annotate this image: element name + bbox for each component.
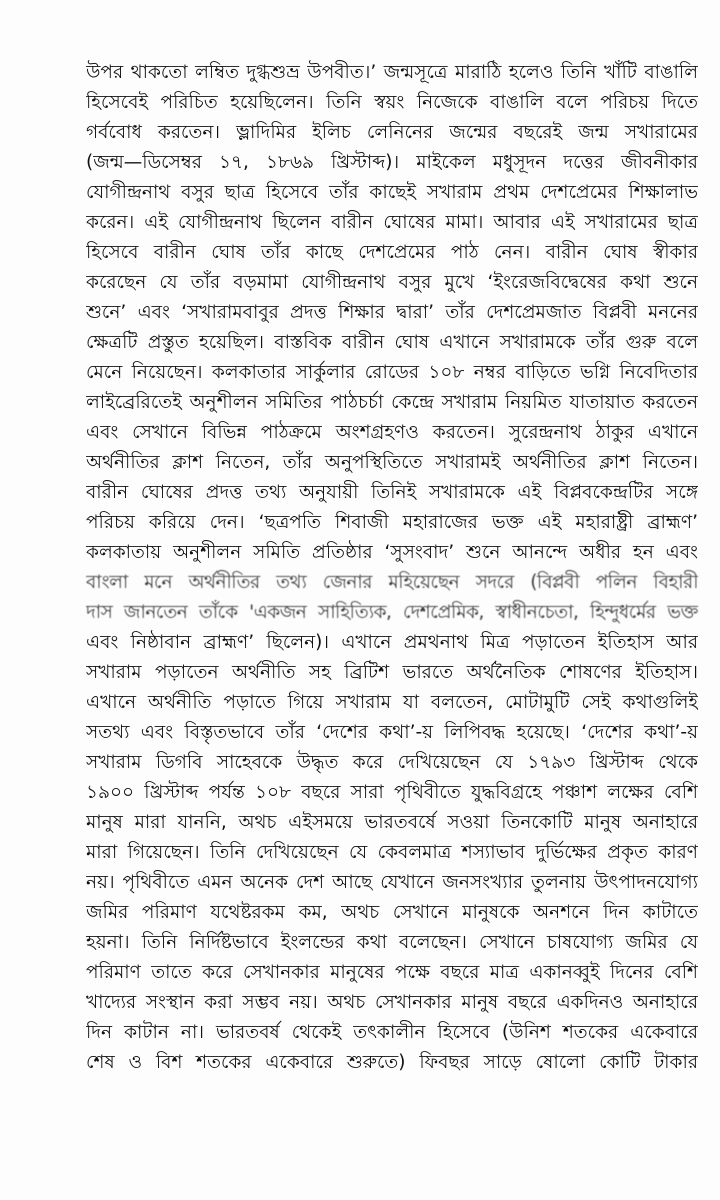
text-line: গর্ববোধ করতেন। ভ্লাদিমির ইলিচ লেনিনের জন্মের বছরেই জন্ম সখারামের (86, 122, 698, 143)
text-line: করেন। এই যোগীন্দ্রনাথ ছিলেন বারীন ঘোষের মামা। আবার এই সখারামের ছাত্র (86, 212, 698, 233)
text-line: শেষ ও বিশ শতকের একেবারে শুরুতে) ফিবছর সাড়ে ষোলো কোটি টাকার (86, 1052, 698, 1073)
text-line: এবং নিষ্ঠাবান ব্রাহ্মণ’ ছিলেন)। এখানে প্রমথনাথ মিত্র পড়াতেন ইতিহাস আর (86, 632, 698, 653)
text-line: যোগীন্দ্রনাথ বসুর ছাত্র হিসেবে তাঁর কাছেই সখারাম প্রথম দেশপ্রেমের শিক্ষালাভ (86, 182, 698, 203)
smudged-text-line: বাংলা মনে অর্থনীতির তথ্য জেনার মহিয়েছেন সদরে (বিপ্লবী পলিন বিহারী (86, 572, 698, 593)
text-line: ক্ষেত্রটি প্রস্তুত হয়েছিল। বাস্তবিক বারীন ঘোষ এখানে সখারামকে তাঁর গুরু বলে (86, 332, 698, 353)
text-line: ১৯০০ খ্রিস্টাব্দ পর্যন্ত ১০৮ বছরে সারা পৃথিবীতে যুদ্ধবিগ্রহে পঞ্চাশ লক্ষের বেশি (86, 782, 698, 803)
text-line: অর্থনীতির ক্লাশ নিতেন, তাঁর অনুপস্থিতিতে সখারামই অর্থনীতির ক্লাশ নিতেন। (86, 452, 698, 473)
text-line: কলকাতায় অনুশীলন সমিতি প্রতিষ্ঠার ‘সুসংবাদ’ শুনে আনন্দে অধীর হন এবং (86, 542, 698, 563)
text-line: উপর থাকতো লম্বিত দুগ্ধশুভ্র উপবীত।’ জন্মসূত্রে মারাঠি হলেও তিনি খাঁটি বাঙালি (86, 62, 698, 83)
text-line: করেছেন যে তাঁর বড়মামা যোগীন্দ্রনাথ বসুর মুখে ‘ইংরেজবিদ্বেষের কথা শুনে (86, 272, 698, 293)
text-line: জমির পরিমাণ যথেষ্টরকম কম, অথচ সেখানে মানুষকে অনশনে দিন কাটাতে (86, 902, 698, 923)
text-line: সখারাম পড়াতেন অর্থনীতি সহ ব্রিটিশ ভারতে অর্থনৈতিক শোষণের ইতিহাস। (86, 662, 698, 683)
text-line: খাদ্যের সংস্থান করা সম্ভব নয়। অথচ সেখানকার মানুষ বছরে একদিনও অনাহারে (86, 992, 698, 1013)
smudged-text-line: দাস জানতেন তাঁকে 'একজন সাহিত্যিক, দেশপ্রেমিক, স্বাধীনচেতা, হিন্দুধর্মের ভক্ত (86, 602, 698, 623)
text-line: এবং সেখানে বিভিন্ন পাঠক্রমে অংশগ্রহণও করতেন। সুরেন্দ্রনাথ ঠাকুর এখানে (86, 422, 698, 443)
text-line: শুনে’ এবং ‘সখারামবাবুর প্রদত্ত শিক্ষার দ্বারা’ তাঁর দেশপ্রেমজাত বিপ্লবী মননের (86, 302, 698, 323)
text-line: (জন্ম—ডিসেম্বর ১৭, ১৮৬৯ খ্রিস্টাব্দ)। মাইকেল মধুসূদন দত্তের জীবনীকার (86, 152, 698, 173)
text-line: দিন কাটান না। ভারতবর্ষ থেকেই তৎকালীন হিসেবে (উনিশ শতকের একেবারে (86, 1022, 698, 1043)
text-line: হিসেবেই পরিচিত হয়েছিলেন। তিনি স্বয়ং নিজেকে বাঙালি বলে পরিচয় দিতে (86, 92, 698, 113)
text-line: মানুষ মারা যাননি, অথচ এইসময়ে ভারতবর্ষে সওয়া তিনকোটি মানুষ অনাহারে (86, 812, 698, 833)
text-line: নয়। পৃথিবীতে এমন অনেক দেশ আছে যেখানে জনসংখ্যার তুলনায় উৎপাদনযোগ্য (86, 872, 698, 893)
text-line: সখারাম ডিগবি সাহেবকে উদ্ধৃত করে দেখিয়েছেন যে ১৭৯৩ খ্রিস্টাব্দ থেকে (86, 752, 698, 773)
text-line: পরিচয় করিয়ে দেন। ‘ছত্রপতি শিবাজী মহারাজের ভক্ত এই মহারাষ্ট্রী ব্রাহ্মণ’ (86, 512, 698, 533)
text-line: মারা গিয়েছেন। তিনি দেখিয়েছেন যে কেবলমাত্র শস্যাভাব দুর্ভিক্ষের প্রকৃত কারণ (86, 842, 698, 863)
text-line: পরিমাণ তাতে করে সেখানকার মানুষের পক্ষে বছরে মাত্র একানব্বুই দিনের বেশি (86, 962, 698, 983)
text-line: হিসেবে বারীন ঘোষ তাঁর কাছে দেশপ্রেমের পাঠ নেন। বারীন ঘোষ স্বীকার (86, 242, 698, 263)
text-line: বারীন ঘোষের প্রদত্ত তথ্য অনুযায়ী তিনিই সখারামকে এই বিপ্লবকেন্দ্রটির সঙ্গে (86, 482, 698, 503)
text-line: হয়না। তিনি নির্দিষ্টভাবে ইংলন্ডের কথা বলেছেন। সেখানে চাষযোগ্য জমির যে (86, 932, 698, 953)
text-line: লাইব্রেরিতেই অনুশীলন সমিতির পাঠচর্চা কেন্দ্রে সখারাম নিয়মিত যাতায়াত করতেন (86, 392, 698, 413)
text-line: সতথ্য এবং বিস্তৃতভাবে তাঁর ‘দেশের কথা’-য় লিপিবদ্ধ হয়েছে। ‘দেশের কথা’-য় (86, 722, 698, 743)
text-line: মেনে নিয়েছেন। কলকাতার সার্কুলার রোডের ১০৮ নম্বর বাড়িতে ভগ্নি নিবেদিতার (86, 362, 698, 383)
body-text (86, 58, 698, 1078)
text-line: এখানে অর্থনীতি পড়াতে গিয়ে সখারাম যা বলতেন, মোটামুটি সেই কথাগুলিই (86, 692, 698, 713)
